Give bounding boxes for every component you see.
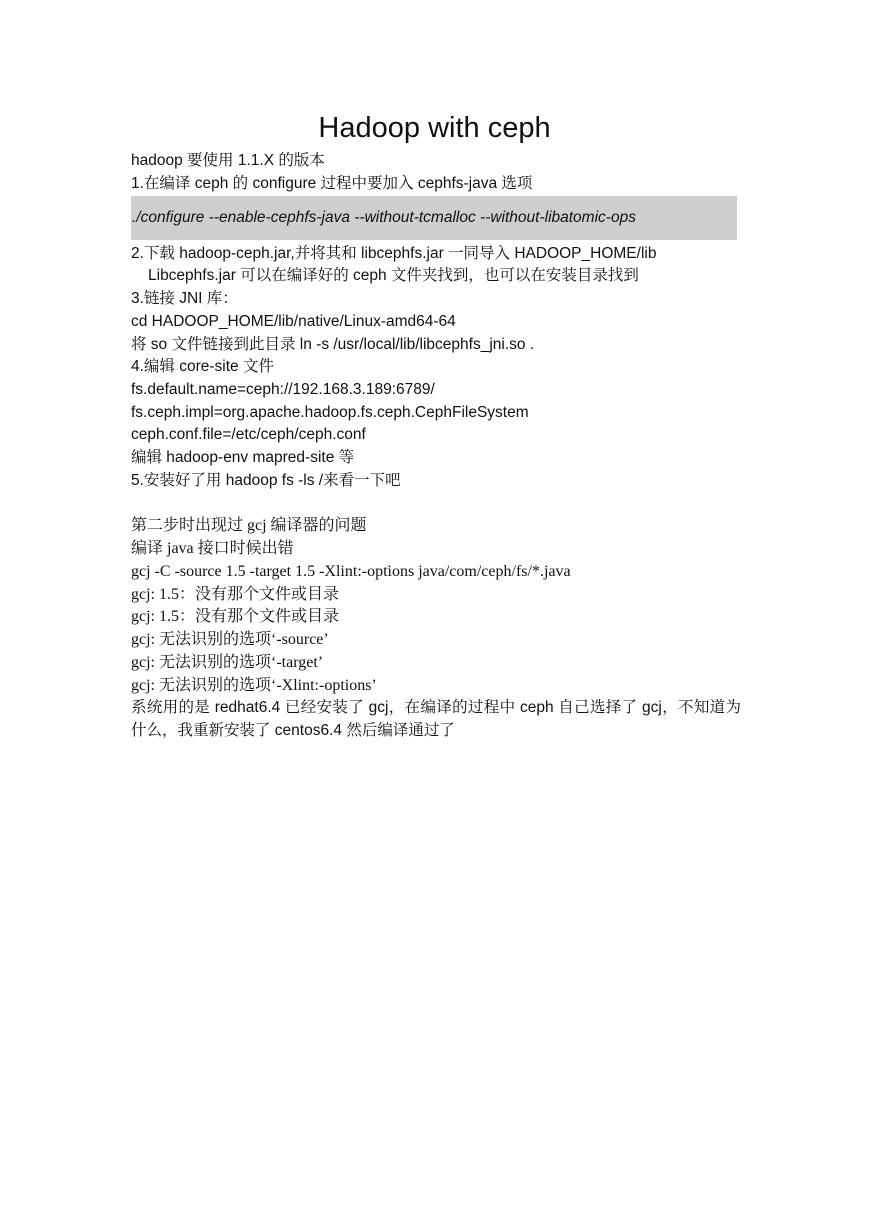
- text-line-edit-env: 编辑 hadoop-env mapred-site 等: [131, 449, 355, 466]
- text-line-libcephfs-note: Libcephfs.jar 可以在编译好的 ceph 文件夹找到，也可以在安装目录找到: [148, 267, 639, 284]
- text-line-gcj-command: gcj -C -source 1.5 -target 1.5 -Xlint:-options java/com/ceph/fs/*.java: [131, 563, 571, 580]
- text-line-step-1: 1.在编译 ceph 的 configure 过程中要加入 cephfs-java 选项: [131, 175, 533, 192]
- text-line-fs-default-name: fs.default.name=ceph://192.168.3.189:6789/: [131, 381, 435, 398]
- text-line-gcj-issue: 第二步时出现过 gcj 编译器的问题: [131, 517, 367, 534]
- text-line-gcj-error-1: gcj: 1.5：没有那个文件或目录: [131, 586, 339, 603]
- code-block: [131, 196, 737, 240]
- code-configure-command: ./configure --enable-cephfs-java --without-tcmalloc --without-libatomic-ops: [132, 209, 636, 226]
- document-title: Hadoop with ceph: [318, 112, 551, 144]
- text-line-fs-ceph-impl: fs.ceph.impl=org.apache.hadoop.fs.ceph.CephFileSystem: [131, 404, 529, 421]
- text-line-gcj-error-xlint: gcj: 无法识别的选项‘-Xlint:-options’: [131, 677, 377, 694]
- text-line-step-5: 5.安装好了用 hadoop fs -ls /来看一下吧: [131, 472, 401, 489]
- text-line-hadoop-version: hadoop 要使用 1.1.X 的版本: [131, 152, 325, 169]
- text-line-step-3: 3.链接 JNI 库：: [131, 290, 238, 307]
- text-line-gcj-error-source: gcj: 无法识别的选项‘-source’: [131, 631, 329, 648]
- text-paragraph-conclusion: 系统用的是 redhat6.4 已经安装了 gcj，在编译的过程中 ceph 自己选择了 gcj，不知道为什么，我重新安装了 centos6.4 然后编译通过了: [131, 699, 741, 739]
- text-line-gcj-error-target: gcj: 无法识别的选项‘-target’: [131, 654, 324, 671]
- text-line-step-2: 2.下载 hadoop-ceph.jar,并将其和 libcephfs.jar 一同导入 HADOOP_HOME/lib: [131, 245, 657, 262]
- text-line-ln-command: 将 so 文件链接到此目录 ln -s /usr/local/lib/libcephfs_jni.so .: [131, 336, 535, 353]
- text-line-gcj-error-2: gcj: 1.5：没有那个文件或目录: [131, 608, 339, 625]
- text-line-ceph-conf-file: ceph.conf.file=/etc/ceph/ceph.conf: [131, 426, 366, 443]
- text-line-java-error: 编译 java 接口时候出错: [131, 540, 294, 557]
- text-line-step-4: 4.编辑 core-site 文件: [131, 358, 274, 375]
- text-line-cd-command: cd HADOOP_HOME/lib/native/Linux-amd64-64: [131, 313, 456, 330]
